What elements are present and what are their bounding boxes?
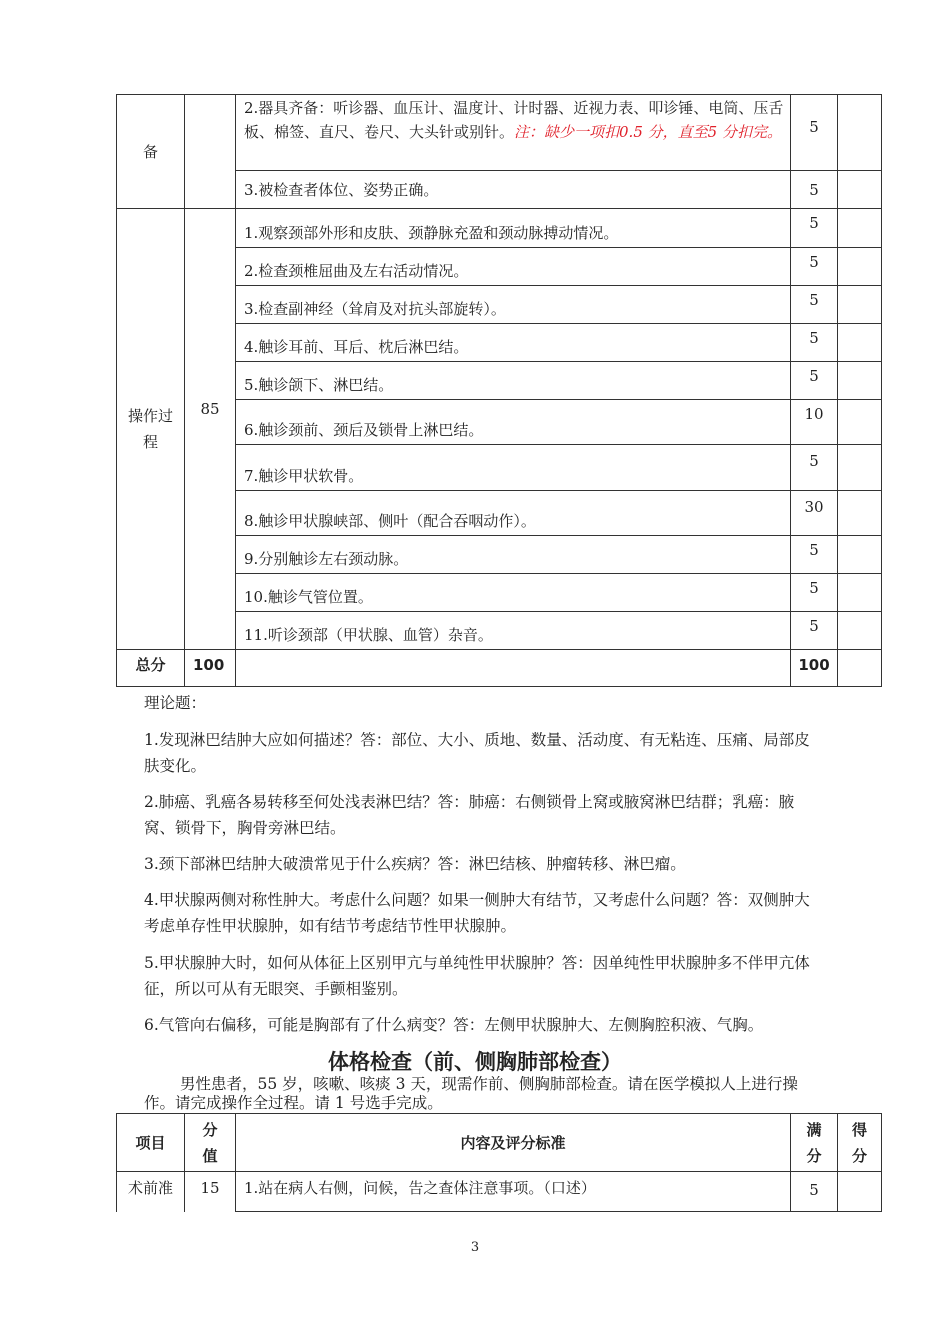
- total-label: 总分: [117, 650, 185, 687]
- header-content: 内容及评分标准: [236, 1114, 791, 1172]
- process-item-7-score: 5: [791, 445, 838, 491]
- process-item-1-score: 5: [791, 209, 838, 248]
- process-item-7: 7.触诊甲状软骨。: [236, 445, 791, 491]
- process-item-11-got: [838, 612, 882, 650]
- prep-item-3: 3.被检查者体位、姿势正确。: [236, 171, 791, 209]
- process-item-8-score: 30: [791, 491, 838, 536]
- process-item-5: 5.触诊颌下、淋巴结。: [236, 362, 791, 400]
- row1-item: 术前准: [117, 1172, 185, 1212]
- process-item-10-score: 5: [791, 574, 838, 612]
- process-item-3-score: 5: [791, 286, 838, 324]
- prep-item-2-note: 注：缺少一项扣0.5 分，直至5 分扣完。: [514, 123, 782, 141]
- process-item-4-got: [838, 324, 882, 362]
- total-got: [838, 650, 882, 687]
- process-item-11: 11.听诊颈部（甲状腺、血管）杂音。: [236, 612, 791, 650]
- prep-label-cell: [117, 95, 185, 209]
- process-label: 操作过程: [127, 407, 173, 451]
- row1-full: 5: [791, 1172, 838, 1212]
- process-item-5-score: 5: [791, 362, 838, 400]
- process-item-6: 6.触诊颈前、颈后及锁骨上淋巴结。: [236, 400, 791, 445]
- assessment-table-neck: [116, 94, 882, 687]
- theory-question-2: 2.肺癌、乳癌各易转移至何处浅表淋巴结？答：肺癌：右侧锁骨上窝或腋窝淋巴结群；乳癌：腋窝、锁骨下，胸骨旁淋巴结。: [144, 793, 795, 837]
- prep-item-2-got: [838, 95, 882, 171]
- prep-item-2-text: 2.器具齐备：听诊器、血压计、温度计、计时器、近视力表、叩诊锤、电筒、压舌板、棉签、直尺、卷尺、大头针或别针。: [244, 99, 784, 141]
- process-item-2-got: [838, 248, 882, 286]
- prep-value-cell: [185, 95, 236, 209]
- header-full-text: 满分: [806, 1120, 822, 1165]
- process-item-2: 2.检查颈椎屈曲及左右活动情况。: [236, 248, 791, 286]
- process-item-2-score: 5: [791, 248, 838, 286]
- process-label-cell: [117, 209, 185, 650]
- theory-question-5: 5.甲状腺肿大时，如何从体征上区别甲亢与单纯性甲状腺肿？答：因单纯性甲状腺肿多不伴甲亢体征，所以可从有无眼突、手颤相鉴别。: [144, 954, 810, 998]
- prep-item-2: [236, 95, 791, 171]
- process-item-9-score: 5: [791, 536, 838, 574]
- row1-content: 1.站在病人右侧，问候，告之查体注意事项。（口述）: [236, 1172, 791, 1212]
- theory-title: 理论题：: [144, 694, 207, 712]
- header-item: 项目: [117, 1114, 185, 1172]
- process-item-8: 8.触诊甲状腺峡部、侧叶（配合吞咽动作）。: [236, 491, 791, 536]
- assessment-table-chest: [116, 1113, 882, 1212]
- header-value-text: 分值: [202, 1120, 218, 1165]
- process-item-1-got: [838, 209, 882, 248]
- process-item-3-got: [838, 286, 882, 324]
- process-item-7-got: [838, 445, 882, 491]
- row1-value: 15: [185, 1172, 236, 1212]
- header-full: [791, 1114, 838, 1172]
- case-description: 男性患者，55 岁，咳嗽、咳痰 3 天，现需作前、侧胸肺部检查。请在医学模拟人上进行操作。请完成操作全过程。请 1 号选手完成。: [144, 1075, 798, 1112]
- process-item-5-got: [838, 362, 882, 400]
- header-got-text: 得分: [851, 1120, 867, 1165]
- process-item-9-got: [838, 536, 882, 574]
- process-item-4: 4.触诊耳前、耳后、枕后淋巴结。: [236, 324, 791, 362]
- theory-question-3: 3.颈下部淋巴结肿大破溃常见于什么疾病？答：淋巴结核、肿瘤转移、淋巴瘤。: [144, 855, 686, 873]
- theory-question-4: 4.甲状腺两侧对称性肿大。考虑什么问题？如果一侧肿大有结节，又考虑什么问题？答：双侧肿大考虑单存性甲状腺肿，如有结节考虑结节性甲状腺肿。: [144, 891, 810, 935]
- process-item-1: 1.观察颈部外形和皮肤、颈静脉充盈和颈动脉搏动情况。: [236, 209, 791, 248]
- process-item-3: 3.检查副神经（耸肩及对抗头部旋转）。: [236, 286, 791, 324]
- section-heading: 体格检查（前、侧胸肺部检查）: [328, 1050, 622, 1074]
- theory-question-6: 6.气管向右偏移，可能是胸部有了什么病变？答：左侧甲状腺肿大、左侧胸腔积液、气胸。: [144, 1016, 764, 1034]
- total-value: 100: [185, 650, 236, 687]
- process-item-9: 9.分别触诊左右颈动脉。: [236, 536, 791, 574]
- process-item-4-score: 5: [791, 324, 838, 362]
- total-content: [236, 650, 791, 687]
- prep-item-2-score: 5: [791, 95, 838, 171]
- header-value: [185, 1114, 236, 1172]
- total-full: 100: [791, 650, 838, 687]
- prep-item-3-score: 5: [791, 171, 838, 209]
- row1-got: [838, 1172, 882, 1212]
- prep-item-3-got: [838, 171, 882, 209]
- process-value: 85: [185, 209, 236, 650]
- process-item-6-got: [838, 400, 882, 445]
- theory-question-1: 1.发现淋巴结肿大应如何描述？答：部位、大小、质地、数量、活动度、有无粘连、压痛、局部皮肤变化。: [144, 731, 810, 775]
- page-number: 3: [470, 1240, 480, 1255]
- prep-label: 备: [142, 142, 158, 161]
- process-item-6-score: 10: [791, 400, 838, 445]
- process-item-10: 10.触诊气管位置。: [236, 574, 791, 612]
- process-item-8-got: [838, 491, 882, 536]
- process-item-11-score: 5: [791, 612, 838, 650]
- process-item-10-got: [838, 574, 882, 612]
- header-got: [838, 1114, 882, 1172]
